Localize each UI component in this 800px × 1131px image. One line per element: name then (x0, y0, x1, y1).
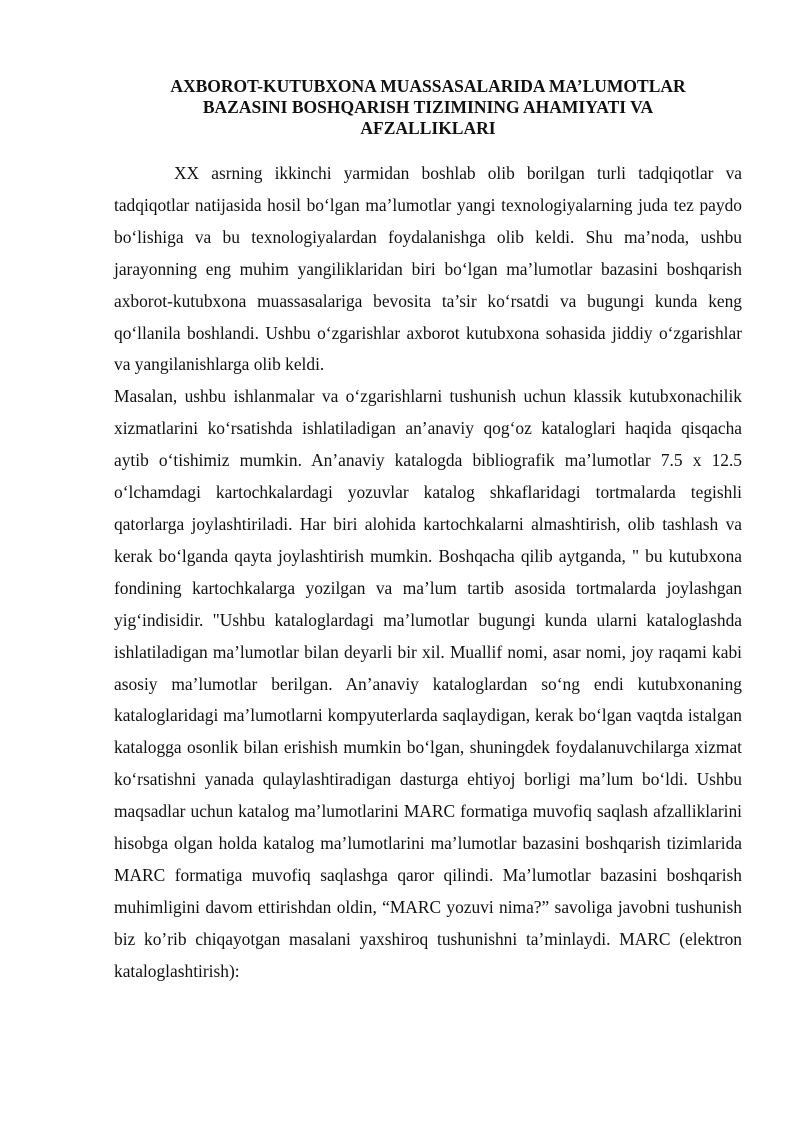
title-line-2: BAZASINI BOSHQARISH TIZIMINING AHAMIYATI VA (202, 97, 654, 117)
document-page (114, 76, 742, 988)
paragraph-intro: XX asrning ikkinchi yarmidan boshlab olib borilgan turli tadqiqotlar va tadqiqotlar natijasida hosil bo‘lgan ma’lumotlar yangi texnologiyalarning juda tez paydo bo‘lishiga va bu texnologiyalardan foydalanishga olib keldi. Shu ma’noda, ushbu jarayonning eng muhim yangiliklaridan biri bo‘lgan ma’lumotlar bazasini boshqarish axborot-kutubxona muassasalariga bevosita ta’sir ko‘rsatdi va bugungi kunda keng qo‘llanila boshlandi. Ushbu o‘zgarishlar axborot kutubxona sohasida jiddiy o‘zgarishlar va yangilanishlarga olib keldi. (114, 163, 742, 375)
document-title (114, 76, 742, 139)
title-line-1: AXBOROT-KUTUBXONA MUASSASALARIDA MA’LUMOTLAR (170, 76, 686, 96)
paragraph-catalog: Masalan, ushbu ishlanmalar va o‘zgarishlarni tushunish uchun klassik kutubxonachilik xizmatlarini ko‘rsatishda ishlatiladigan an’anaviy qog‘oz kataloglari haqida qisqacha aytib o‘tishimiz mumkin. An’anaviy katalogda bibliografik ma’lumotlar 7.5 x 12.5 o‘lchamdagi kartochkalardagi yozuvlar katalog shkaflaridagi tortmalarda tegishli qatorlarga joylashtiriladi. Har biri alohida kartochkalarni almashtirish, olib tashlash va kerak bo‘lganda qayta joylashtirish mumkin. Boshqacha qilib aytganda, " bu kutubxona fondining kartochkalarga yozilgan va ma’lum tartib asosida tortmalarda joylashgan yig‘indisidir. "Ushbu kataloglardagi ma’lumotlar bugungi kunda ularni kataloglashda ishlatiladigan ma’lumotlar bilan deyarli bir xil. Muallif nomi, asar nomi, joy raqami kabi asosiy ma’lumotlar berilgan. An’anaviy kataloglardan so‘ng endi kutubxonaning kataloglaridagi ma’lumotlarni kompyuterlarda saqlaydigan, kerak bo‘lgan vaqtda istalgan katalogga osonlik bilan erishish mumkin bo‘lgan, shuningdek foydalanuvchilarga xizmat ko‘rsatishni yanada qulaylashtiradigan dasturga ehtiyoj borligi ma’lum bo‘ldi. Ushbu maqsadlar uchun katalog ma’lumotlarini MARC formatiga muvofiq saqlash afzalliklarini hisobga olgan holda katalog ma’lumotlarini ma’lumotlar bazasini boshqarish tizimlarida MARC formatiga muvofiq saqlashga qaror qilindi. Ma’lumotlar bazasini boshqarish muhimligini davom ettirishdan oldin, “MARC yozuvi nima?” savoliga javobni tushunish biz ko’rib chiqayotgan masalani yaxshiroq tushunishni ta’minlaydi. MARC (elektron kataloglashtirish): (114, 386, 742, 981)
title-line-3: AFZALLIKLARI (360, 118, 496, 138)
